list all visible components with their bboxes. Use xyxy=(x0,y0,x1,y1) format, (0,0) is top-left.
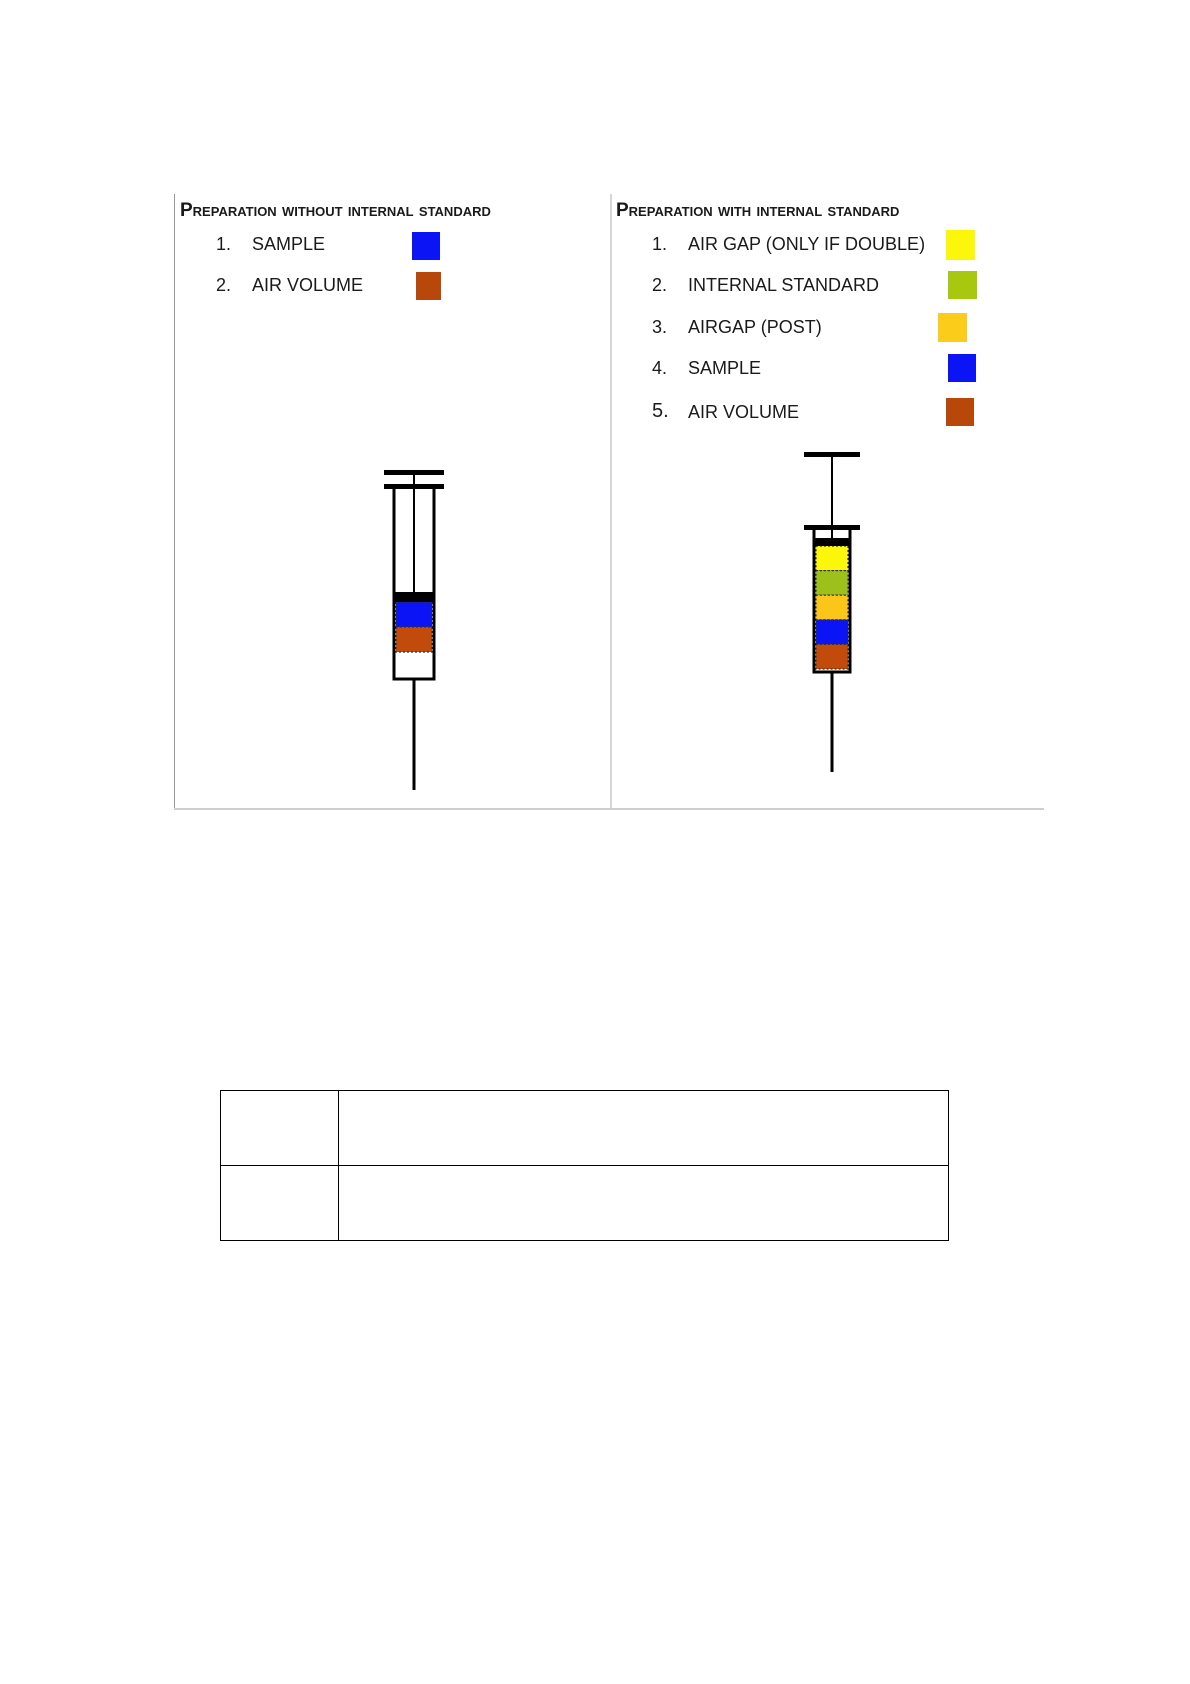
panel-title: Preparation without internal standard xyxy=(180,200,491,221)
table-cell xyxy=(339,1166,949,1241)
panel-with-internal-standard xyxy=(616,194,1044,808)
table-row xyxy=(221,1166,949,1241)
legend-swatch-air-volume xyxy=(416,272,441,300)
barrel-segment-air-volume xyxy=(396,627,432,652)
legend-swatch-sample xyxy=(948,354,976,382)
empty-table xyxy=(220,1090,949,1241)
barrel-segment-internal-standard xyxy=(816,571,848,596)
barrel-segment-air-gap-only-if-double xyxy=(816,546,848,571)
table-cell xyxy=(221,1091,339,1166)
panel-without-internal-standard xyxy=(180,194,608,808)
legend-swatch-air-volume xyxy=(946,398,974,426)
legend-label: AIRGAP (POST) xyxy=(688,317,822,337)
figure-left-border xyxy=(174,194,175,810)
legend-label: SAMPLE xyxy=(688,358,762,378)
legend-label: INTERNAL STANDARD xyxy=(688,275,880,295)
table-cell xyxy=(221,1166,339,1241)
syringe-preparation-figure xyxy=(174,194,1044,810)
syringe-illustration xyxy=(796,452,866,792)
legend-label: AIR GAP (ONLY IF DOUBLE) xyxy=(688,234,926,254)
legend-number: 2. xyxy=(216,275,232,295)
figure-bottom-border xyxy=(174,808,1044,810)
syringe-illustration xyxy=(380,470,450,804)
legend-item-air-gap xyxy=(652,230,1012,260)
legend-number: 1. xyxy=(216,234,232,254)
legend-item-sample xyxy=(216,230,416,260)
panel-title: Preparation with internal standard xyxy=(616,200,900,221)
legend-swatch-sample xyxy=(412,232,440,260)
panel-divider xyxy=(610,194,612,808)
barrel-contents xyxy=(396,602,432,652)
legend-number: 3. xyxy=(652,317,668,337)
legend-swatch-air-gap xyxy=(946,230,975,260)
legend-item-internal-standard xyxy=(652,271,1012,301)
table-row xyxy=(221,1091,949,1166)
legend-number: 4. xyxy=(652,358,668,378)
plunger-seal xyxy=(814,538,850,546)
legend-number: 1. xyxy=(652,234,668,254)
barrel-segment-sample xyxy=(396,602,432,627)
barrel-contents xyxy=(816,546,848,669)
legend-item-air-volume xyxy=(652,398,1012,428)
barrel-segment-air-volume xyxy=(816,644,848,669)
barrel-segment-airgap-post xyxy=(816,595,848,620)
plunger-seal xyxy=(394,592,434,602)
legend-number: 2. xyxy=(652,275,668,295)
legend-label: AIR VOLUME xyxy=(252,275,364,295)
legend-swatch-internal-standard xyxy=(948,271,977,299)
legend-item-air-volume xyxy=(216,271,416,301)
legend-swatch-airgap-post xyxy=(938,313,967,342)
legend-label: AIR VOLUME xyxy=(688,402,800,422)
barrel-segment-sample xyxy=(816,620,848,645)
legend-item-sample xyxy=(652,354,1012,384)
legend-item-airgap-post xyxy=(652,313,1012,343)
legend-number: 5. xyxy=(652,400,669,422)
legend-label: SAMPLE xyxy=(252,234,326,254)
table-cell xyxy=(339,1091,949,1166)
